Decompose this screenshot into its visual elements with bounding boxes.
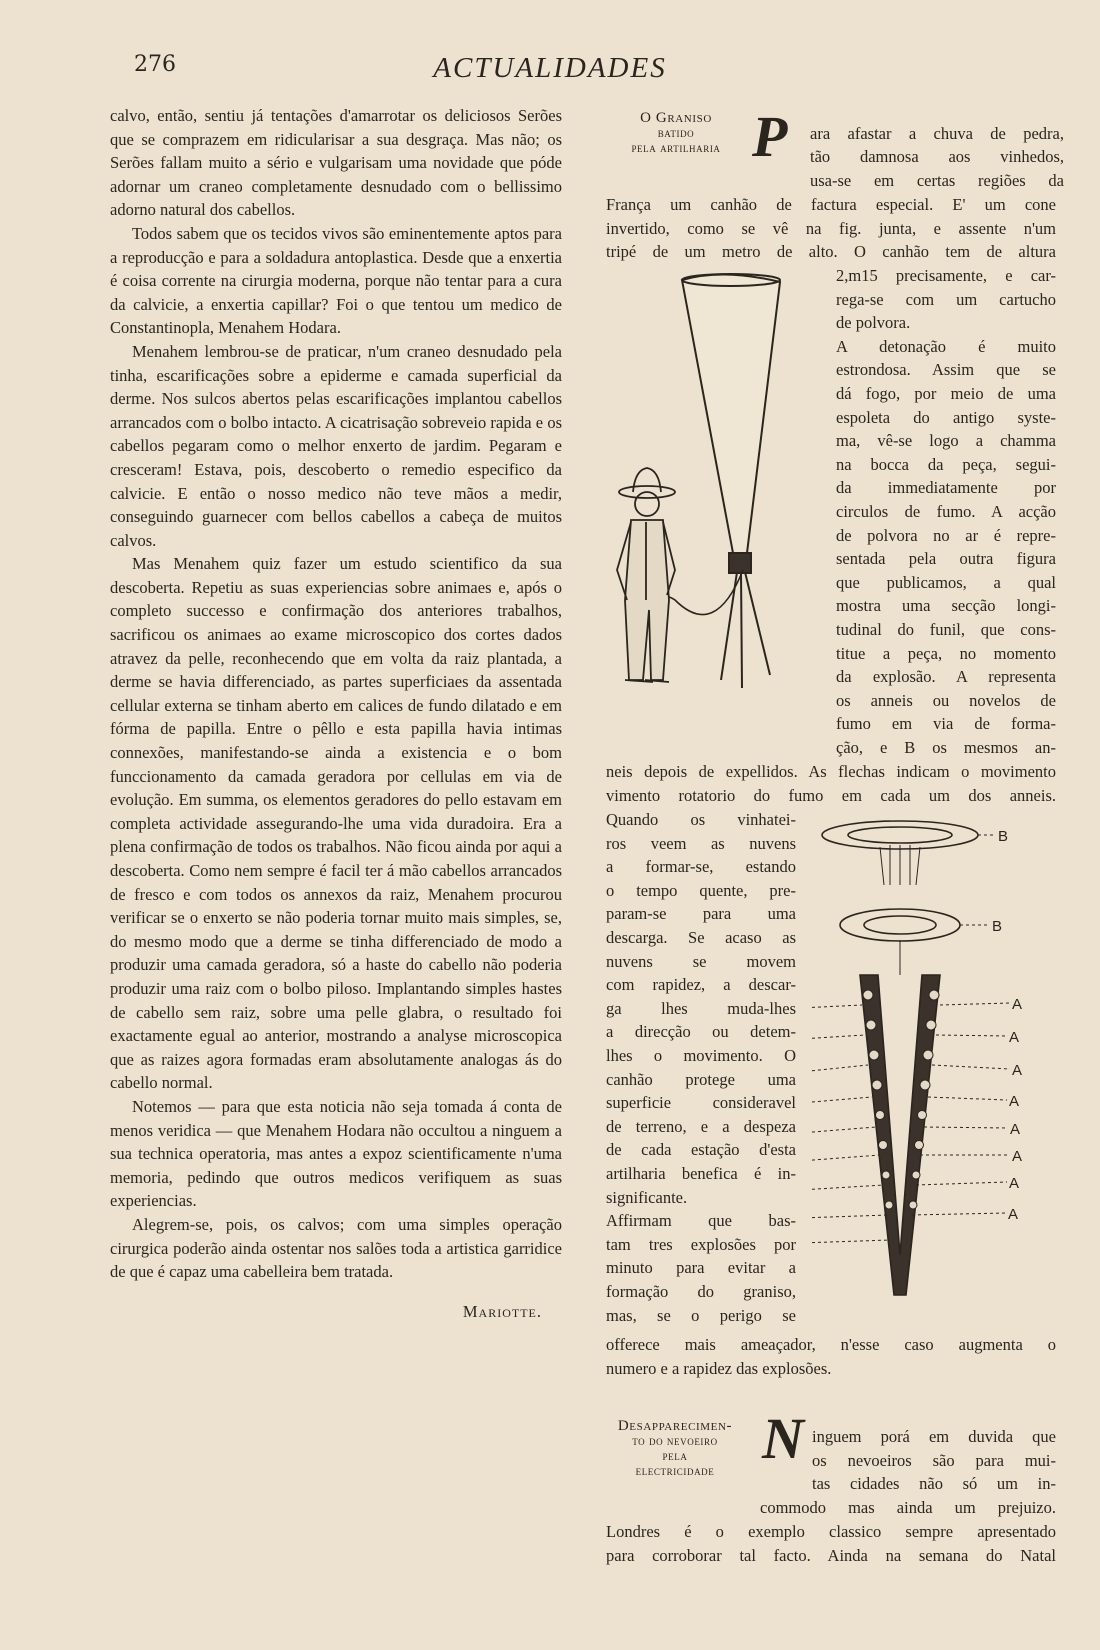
text-line: Londres é o exemplo classico sempre apresentado: [606, 1522, 1056, 1541]
label-a: A: [1012, 1148, 1023, 1165]
text-line: lhes o movimento. O: [606, 1046, 796, 1065]
text-line: estrondosa. Assim que se: [836, 360, 1056, 380]
text-line: nuvens se movem: [606, 951, 796, 971]
text-line: minuto para evitar a: [606, 1258, 796, 1278]
text-line: que publicamos, a qual: [836, 572, 1056, 592]
text-line: França um canhão de factura especial. E' um cone: [606, 195, 1056, 214]
paragraph: Alegrem-se, pois, os calvos; com uma simples operação cirurgica poderão ainda ostentar nos salões toda a artistica garridice de que é capaz uma cabelleira bem tratada.: [110, 1214, 562, 1282]
side-heading-granizo: [606, 111, 746, 156]
text-line: ara afastar a chuva de pedra,: [810, 124, 1064, 143]
text-line: de polvora no ar é repre-: [836, 525, 1056, 545]
paragraph: Todos sabem que os tecidos vivos são eminentemente aptos para a reproducção e para a soldadura antoplastica. Desde que a enxertia é coisa corrente na cirurgia moderna, porque não tentar para a cura da calvicie, a enxertia capillar? Foi o que tentou um medico de Constantinopla, Menahem Hodara.: [110, 223, 562, 338]
text-line: ção, e B os mesmos an-: [836, 738, 1056, 757]
man-figure: [617, 468, 675, 682]
label-b: B: [998, 828, 1009, 845]
figure-hail-cannon: [605, 270, 820, 730]
label-a: A: [1009, 1093, 1020, 1110]
smoke-ring-b-top: [822, 821, 978, 849]
text-line: tão damnosa aos vinhedos,: [810, 147, 1064, 166]
label-a: A: [1012, 996, 1023, 1013]
paragraph: Menahem lembrou-se de praticar, n'um craneo desnudado pela tinha, escarificações sobre a epiderme e camada superficial da derme. Nos sulcos abertos pelas escarificações implantou cabellos arrancados com o bolbo intacto. A cicatrisação sobreveio rapida e os cabellos pegaram como o melhor enxerto de jardim. Pegaram e cresceram! Estava, pois, descoberto o remedio especifico da calvicie. E então o nosso medico não teve mãos a medir, conseguindo guarnecer com bellos cabellos a cabeça de muitos calvos.: [110, 341, 562, 550]
author-signature: Mariotte.: [462, 1301, 542, 1321]
text-line: circulos de fumo. A acção: [836, 502, 1056, 521]
text-line: invertido, como se vê na fig. junta, e assente n'um: [606, 219, 1056, 238]
label-a: A: [1008, 1206, 1019, 1223]
text-line: a direcção ou detem-: [606, 1022, 796, 1042]
label-a: A: [1009, 1175, 1020, 1192]
text-line: sentada pela outra figura: [836, 549, 1056, 569]
paragraph: Notemos — para que esta noticia não seja tomada á conta de menos veridica — que Menahem Hodara não occultou a ninguem a sua technica operatoria, mas antes a expoz scientificamente n'uma memoria, pedindo que outros medicos verifiquem as suas experiencias.: [110, 1096, 562, 1211]
side-heading-line: to do nevoeiro: [632, 1434, 718, 1448]
text-line: superficie consideravel: [606, 1093, 796, 1113]
text-line: mostra uma secção longi-: [836, 596, 1056, 616]
text-line: descarga. Se acaso as: [606, 928, 796, 947]
text-line: param-se para uma: [606, 904, 796, 924]
text-line: usa-se em certas regiões da: [810, 171, 1064, 190]
text-line: A detonação é muito: [836, 336, 1056, 356]
side-heading-nevoeiro: [600, 1419, 750, 1479]
text-line: da explosão. A representa: [836, 667, 1056, 687]
text-line: Quando os vinhatei-: [606, 810, 796, 829]
text-line: com rapidez, a descar-: [606, 975, 796, 995]
text-line: os anneis ou novelos de: [836, 690, 1056, 710]
text-line: artilharia benefica é in-: [606, 1164, 796, 1183]
side-heading-line: batido: [657, 126, 695, 140]
text-line: da immediatamente por: [836, 478, 1056, 498]
text-line: mas, se o perigo se: [606, 1305, 796, 1325]
dropcap-p: P: [752, 104, 788, 169]
text-line: de terreno, e a despeza: [606, 1116, 796, 1136]
text-line: 2,m15 precisamente, e car-: [836, 266, 1056, 285]
side-heading-line: Desapparecimen-: [617, 1418, 733, 1434]
page-header: [0, 52, 1100, 92]
text-line: tripé de um metro de alto. O canhão tem de altura: [606, 242, 1056, 261]
text-line: vimento rotatorio do fumo em cada um dos anneis.: [606, 786, 1056, 805]
text-line: tas cidades não só um in-: [812, 1474, 1056, 1493]
running-title: ACTUALIDADES: [433, 52, 667, 84]
text-line: offerece mais ameaçador, n'esse caso augmenta o: [606, 1335, 1056, 1354]
cannon-funnel: [682, 274, 780, 573]
text-line: de polvora.: [836, 313, 911, 333]
text-line: na bocca da peça, segui-: [836, 454, 1056, 474]
text-line: para corroborar tal facto. Ainda na semana do Natal: [606, 1546, 1056, 1565]
side-heading-line: electricidade: [635, 1464, 715, 1478]
text-line: espoleta do antigo syste-: [836, 407, 1056, 427]
text-line: a formar-se, estando: [606, 857, 796, 877]
text-line: inguem porá em duvida que: [812, 1427, 1056, 1446]
text-line: rega-se com um cartucho: [836, 289, 1056, 309]
text-line: fumo em via de forma-: [836, 714, 1056, 734]
figure-funnel-section: [810, 815, 1045, 1315]
text-line: significante.: [606, 1187, 688, 1207]
smoke-ring-b-lower: [840, 909, 960, 941]
text-line: titue a peça, no momento: [836, 643, 1056, 663]
text-line: ma, vê-se logo a chamma: [836, 431, 1056, 451]
text-line: Affirmam que bas-: [606, 1211, 796, 1231]
page-number: 276: [134, 52, 176, 77]
text-line: numero e a rapidez das explosões.: [606, 1359, 832, 1378]
label-a: A: [1012, 1062, 1023, 1079]
text-line: ros veem as nuvens: [606, 833, 796, 853]
text-line: tam tres explosões por: [606, 1234, 796, 1254]
text-line: os nevoeiros são para mui-: [812, 1451, 1056, 1470]
left-column-article: [110, 104, 562, 1323]
text-line: commodo mas ainda um prejuizo.: [760, 1498, 1056, 1517]
label-b: B: [992, 918, 1003, 935]
dropcap-n: N: [762, 1406, 804, 1471]
side-heading-line: O Graniso: [640, 110, 712, 126]
text-line: ga lhes muda-lhes: [606, 998, 796, 1018]
side-heading-line: pela: [662, 1449, 688, 1463]
label-a: A: [1009, 1029, 1020, 1046]
text-line: tudinal do funil, que cons-: [836, 620, 1056, 639]
tripod: [721, 572, 770, 688]
side-heading-line: pela artilharia: [631, 141, 721, 155]
paragraph: calvo, então, sentiu já tentações d'amarrotar os deliciosos Serões que se comprazem em ridicularisar a sua desgraça. Mas não; os Serões fallam muito a sério e vulgarisam uma novidade que póde adornar um craneo completamente desnudado com o bellissimo adorno natural dos cabellos.: [110, 106, 562, 220]
label-a: A: [1010, 1121, 1021, 1138]
text-line: dá fogo, por meio de uma: [836, 384, 1056, 403]
text-line: neis depois de expellidos. As flechas indicam o movimento: [606, 762, 1056, 781]
text-line: canhão protege uma: [606, 1069, 796, 1089]
text-line: formação do graniso,: [606, 1282, 796, 1301]
text-line: o tempo quente, pre-: [606, 880, 796, 900]
paragraph: Mas Menahem quiz fazer um estudo scientifico da sua descoberta. Repetiu as suas experiencias sobre animaes e, após o completo successo e confirmação dos anteriores trabalhos, sacrificou os animaes ao exame microscopico dos cortes dados atravez da pelle, reconhecendo que em volta da raiz plantada, a derme se havia differenciado, as partes superficiaes da assentada cellular externa se tinham aberto em calices de fundo dilatado e em fórma de papilla. Entre o pêllo e esta papilla havia intimas connexões, manifestando-se ainda a existencia e o bom funccionamento da camada geradora por cellulas em via de evolução. Em summa, os elementos geradores do pello estavam em completa actividade assegurando-lhe uma vida duradoira. Era a plena confirmação de todos os trabalhos. Não ficou ainda por aqui a descoberta. Como nem sempre é facil ter á mão cabellos arrancados de fresco e com todos os annexos da raiz, Menahem procurou verificar se o enxerto se não poderia tornar muito mais simples, se, do mesmo modo que a derme se tinha differenciado de modo a produzir uma camada geradora, só a haste do cabello não poderia produzir uma raiz com o bolbo piloso. Implantando simples hastes de cabello sem raiz, sobre uma pelle glabra, o resultado foi exactamente egual ao anterior, mostrando a analyse microscopica que as raizes agora formadas eram absolutamente analogas ás do cabello normal.: [110, 554, 562, 1093]
text-line: de cada estação d'esta: [606, 1140, 796, 1160]
